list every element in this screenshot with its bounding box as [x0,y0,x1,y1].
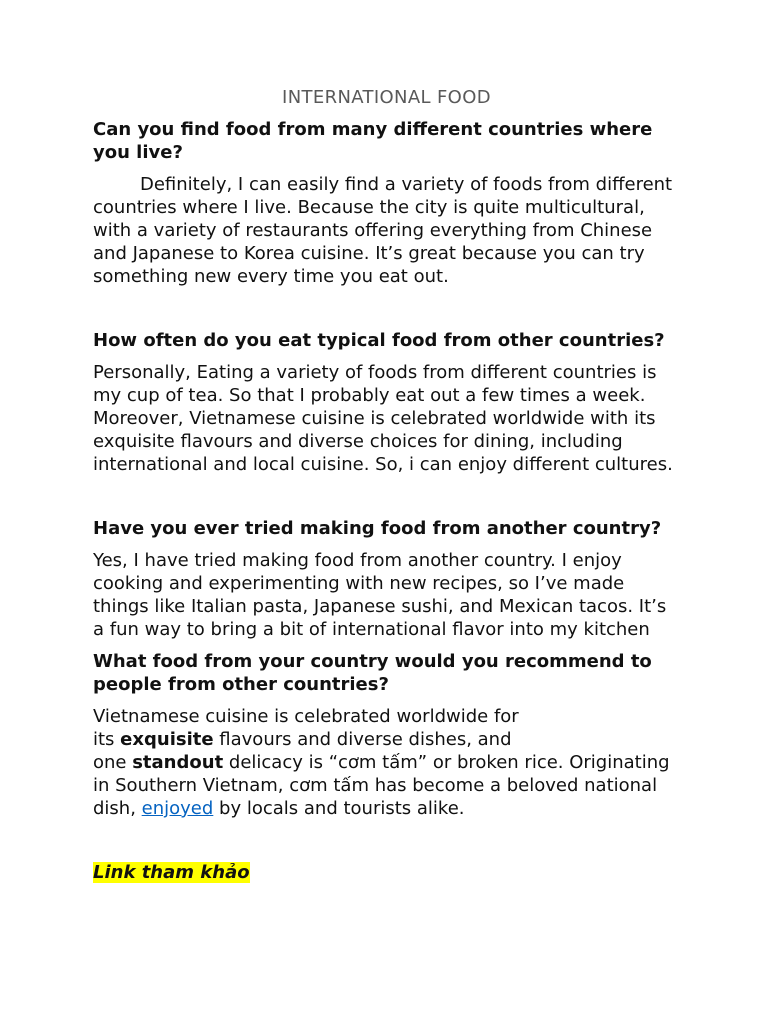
reference-link-label: Link tham khảo [93,862,250,883]
answer-4 [93,705,680,820]
reference-link-paragraph [93,861,680,884]
question-4: What food from your country would you recommend to people from other countries? [93,651,652,695]
emphasis-standout: standout [132,752,224,773]
answer-2: Personally, Eating a variety of foods from different countries is my cup of tea. So that I probably eat out a few times a week. Moreover, Vietnamese cuisine is celebrated worldwide with its exquisite flavours and diverse choices for dining, including international and local cuisine. So, i can enjoy different cultures. [93,362,673,475]
answer-4-tail-text: by locals and tourists alike. [213,798,465,819]
enjoyed-link[interactable]: enjoyed [141,798,214,819]
answer-1: Definitely, I can easily find a variety of foods from different countries where I live. Because the city is quite multicultural, with a variety of restaurants offering everything from Chinese and Japanese to Korea cuisine. It’s great because you can try something new every time you eat out. [93,174,673,287]
question-3: Have you ever tried making food from another country? [93,518,662,539]
document-title: INTERNATIONAL FOOD [282,87,491,108]
answer-4-body-text: delicacy is “cơm tấm” or broken rice. Originating in Southern Vietnam, cơm tấm has become a beloved national dish, [93,752,670,819]
emphasis-exquisite: exquisite [120,729,214,750]
answer-4-line-2-end: flavours and diverse dishes, and [213,729,512,750]
answer-4-line-1: Vietnamese cuisine is celebrated worldwide for [93,706,519,727]
document-body [93,86,680,884]
answer-4-line-2-start: its [93,729,121,750]
answer-3: Yes, I have tried making food from another country. I enjoy cooking and experimenting with new recipes, so I’ve made things like Italian pasta, Japanese sushi, and Mexican tacos. It’s a fun way to bring a bit of international flavor into my kitchen [93,550,667,640]
question-1: Can you find food from many different countries where you live? [93,119,653,163]
question-2: How often do you eat typical food from other countries? [93,330,665,351]
answer-4-line-3-start: one [93,752,133,773]
